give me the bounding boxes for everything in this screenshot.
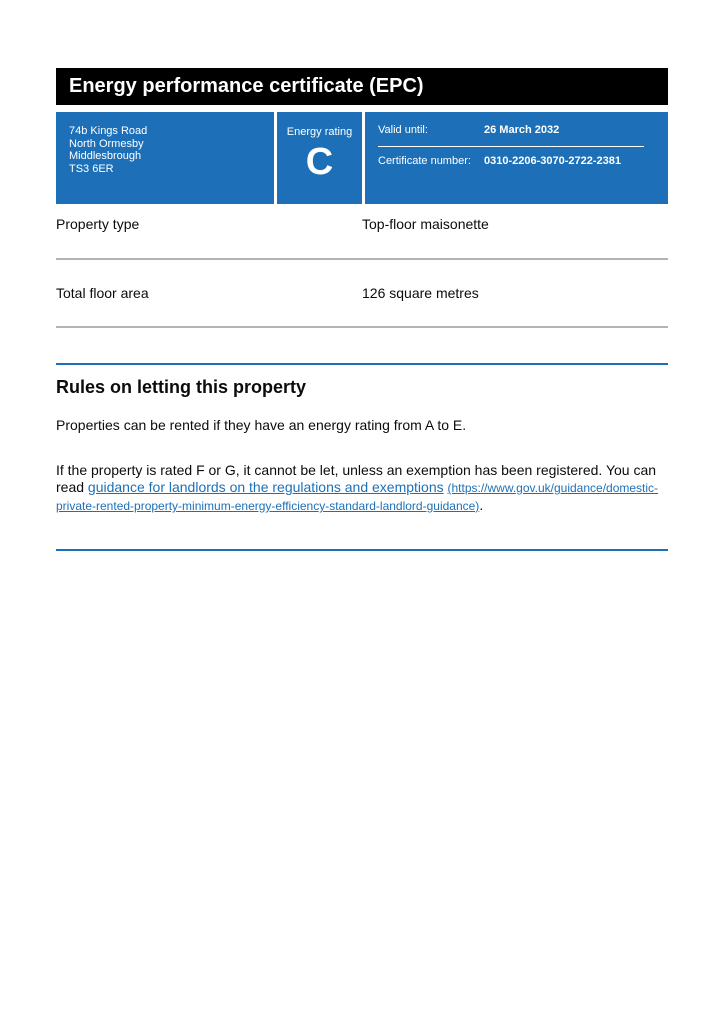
property-type-label: Property type — [56, 216, 140, 232]
rules-heading: Rules on letting this property — [56, 377, 307, 397]
divider — [56, 326, 668, 328]
floor-area-value: 126 square metres — [362, 285, 479, 301]
property-type-row — [56, 214, 668, 234]
certificate-number-row — [378, 155, 658, 168]
rules-paragraph-2-end: . — [479, 497, 484, 513]
floor-area-row — [56, 283, 668, 303]
section-top-rule — [56, 363, 668, 365]
rules-paragraph-1: Properties can be rented if they have an energy rating from A to E. — [56, 417, 467, 433]
divider — [56, 258, 668, 260]
property-type-value: Top-floor maisonette — [362, 216, 489, 232]
address-line-1: 74b Kings Road — [69, 125, 148, 137]
page-title: Energy performance certificate (EPC) — [56, 68, 668, 105]
certificate-details-box — [365, 112, 668, 204]
rules-paragraph-2 — [56, 462, 668, 515]
address-postcode: TS3 6ER — [69, 162, 114, 175]
floor-area-label: Total floor area — [56, 285, 149, 301]
energy-rating-box — [277, 112, 362, 204]
certificate-number-label: Certificate number: — [378, 155, 471, 167]
address-line-3: Middlesbrough — [69, 150, 142, 162]
section-bottom-rule — [56, 549, 668, 551]
landlord-guidance-link[interactable]: guidance for landlords on the regulations and exemptions — [87, 479, 444, 495]
address — [69, 125, 147, 175]
epc-summary-panel — [56, 112, 668, 204]
valid-until-row — [378, 124, 658, 137]
valid-until-label: Valid until: — [378, 124, 428, 136]
certificate-divider — [378, 146, 644, 147]
energy-rating-label: Energy rating — [286, 126, 353, 138]
certificate-number-value: 0310-2206-3070-2722-2381 — [484, 155, 622, 167]
rules-paragraph-2-text: If the property is rated F or G, it cannot be let, unless an exemption has been registered. You can read — [56, 462, 657, 495]
energy-rating-letter: C — [305, 141, 334, 183]
address-box — [56, 112, 274, 204]
valid-until-value: 26 March 2032 — [484, 124, 560, 136]
address-line-2: North Ormesby — [69, 137, 144, 150]
landlord-guidance-url-link[interactable]: (https://www.gov.uk/guidance/domestic-private-rented-property-minimum-energy-efficiency-standard-landlord-guidance) — [56, 481, 659, 513]
